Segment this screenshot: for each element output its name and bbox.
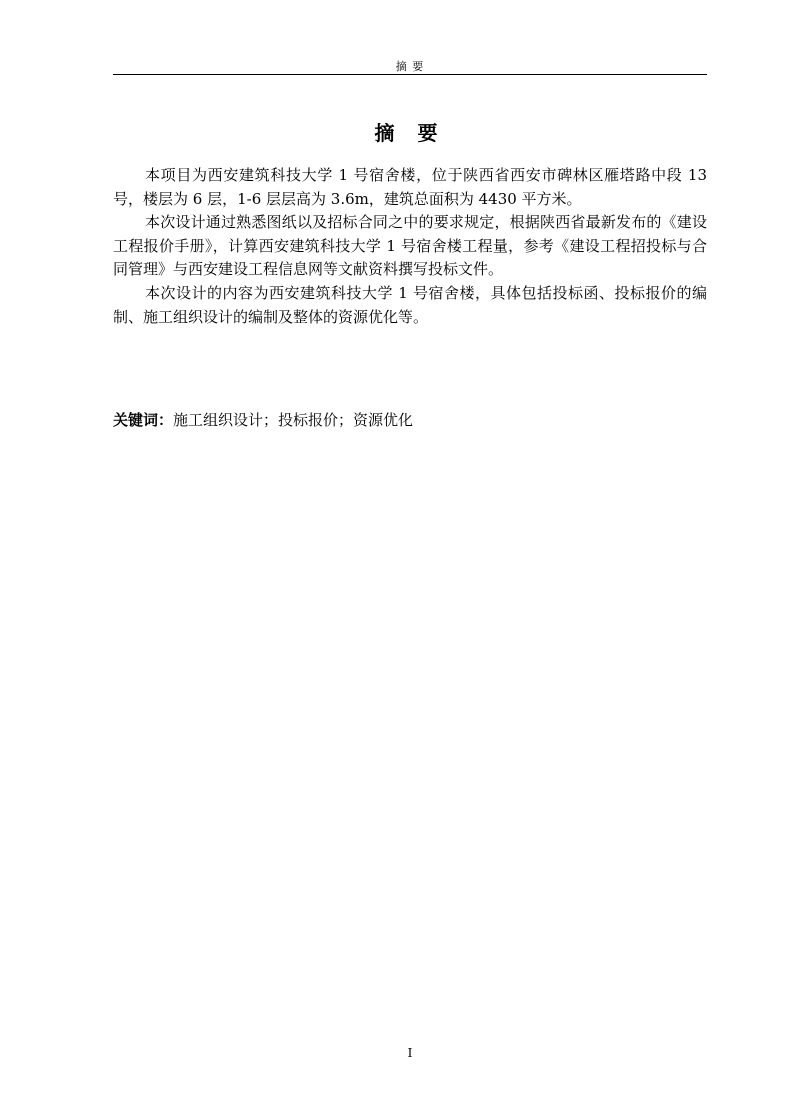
abstract-paragraph: 本项目为西安建筑科技大学 1 号宿舍楼，位于陕西省西安市碑林区雁塔路中段 13 号，楼层为 6 层，1-6 层层高为 3.6m，建筑总面积为 4430 平方米。 (113, 166, 707, 208)
keywords-line (113, 408, 707, 432)
keywords-label: 关键词： (113, 411, 174, 429)
running-header: 摘 要 (395, 60, 425, 73)
keywords-value: 施工组织设计；投标报价；资源优化 (173, 411, 414, 429)
abstract-paragraph: 本次设计的内容为西安建筑科技大学 1 号宿舍楼，具体包括投标函、投标报价的编制、施工组织设计的编制及整体的资源优化等。 (113, 283, 707, 326)
header-divider (113, 74, 707, 75)
abstract-body (113, 164, 707, 329)
page-title: 摘 要 (374, 121, 446, 145)
abstract-paragraph: 本次设计通过熟悉图纸以及招标合同之中的要求规定，根据陕西省最新发布的《建设工程报价手册》，计算西安建筑科技大学 1 号宿舍楼工程量，参考《建设工程招投标与合同管理》与西安建设工程信息网等文献资料撰写投标文件。 (113, 213, 707, 279)
page-number: I (407, 1046, 413, 1060)
